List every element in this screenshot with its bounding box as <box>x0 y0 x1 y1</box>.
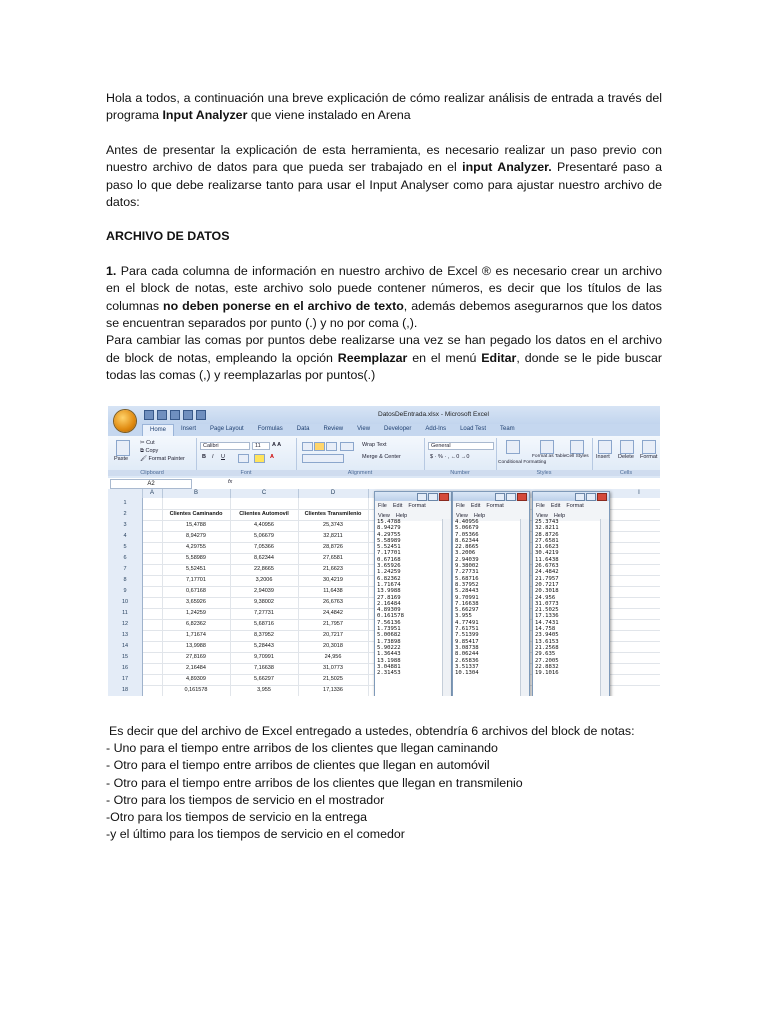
align-middle-icon[interactable] <box>314 442 325 451</box>
notepad-window-2 <box>452 491 530 696</box>
text: , donde se le pide buscar todas las comas (,) y reemplazarlas por puntos(.) <box>106 350 662 383</box>
row-header[interactable]: 10 <box>108 597 143 608</box>
insert-button[interactable]: Insert <box>596 454 610 460</box>
grid-line <box>368 498 369 696</box>
data-cell[interactable]: 28,8726 <box>323 544 343 550</box>
number-format-icons[interactable]: $ · % · , ←0 →0 <box>430 454 470 460</box>
data-cell[interactable]: 0,67168 <box>186 588 206 594</box>
text-line: 8.94279 <box>377 525 401 532</box>
text-line: 27.2005 <box>535 657 559 664</box>
data-cell[interactable]: 9,70991 <box>254 654 274 660</box>
chart-icon[interactable] <box>196 410 206 420</box>
text-line: 7.51399 <box>455 632 479 639</box>
text-line: 3.2006 <box>455 550 476 557</box>
paste-button[interactable]: Paste <box>114 456 129 462</box>
data-cell[interactable]: 21,7957 <box>323 621 343 627</box>
text-line: 7.27731 <box>455 569 479 576</box>
row-header[interactable]: 5 <box>108 542 143 553</box>
data-cell[interactable]: 5,68716 <box>254 621 274 627</box>
text-line: 7.61751 <box>455 626 479 633</box>
column-header[interactable]: I <box>638 490 640 496</box>
summary-lead: Es decir que del archivo de Excel entregado a ustedes, obtendría 6 archivos del block de notas: <box>109 724 635 738</box>
delete-icon[interactable] <box>620 440 634 454</box>
ribbon <box>108 436 660 479</box>
menu-item-format[interactable]: Format <box>408 503 426 509</box>
text-line: 7.05366 <box>455 531 479 538</box>
menu-item-edit[interactable]: Edit <box>392 503 403 509</box>
text-line: 20.3018 <box>535 588 559 595</box>
data-cell[interactable]: 1,71674 <box>186 632 206 638</box>
row-header[interactable]: 4 <box>108 531 143 542</box>
alignment-group <box>296 438 425 476</box>
data-cell[interactable]: 21,6623 <box>323 566 343 572</box>
data-cell[interactable]: 5,28443 <box>254 643 274 649</box>
row-header[interactable]: 6 <box>108 553 143 564</box>
number-group <box>424 438 497 476</box>
data-cell[interactable]: 24,956 <box>324 654 342 660</box>
group-label: Alignment <box>296 470 424 476</box>
text: Hola a todos, a continuación una breve explicación de cómo realizar análisis de entrada a través del programa <box>106 91 662 123</box>
office-button-icon[interactable] <box>114 410 136 432</box>
tab-review[interactable]: Review <box>323 426 344 432</box>
maximize-icon[interactable] <box>586 493 596 501</box>
text-line: 3.955 <box>455 613 472 620</box>
data-cell[interactable]: 8,37952 <box>254 632 274 638</box>
text-line: 17.1336 <box>535 613 559 620</box>
text-line: 31.0773 <box>535 600 559 607</box>
text-line: 2.16484 <box>377 600 401 607</box>
row-header[interactable]: 3 <box>108 520 143 531</box>
number-format-select[interactable]: General <box>428 442 494 450</box>
data-cell[interactable]: 3,65926 <box>186 599 206 605</box>
data-cell[interactable]: 20,3018 <box>323 643 343 649</box>
text-line: 25.3743 <box>535 519 559 525</box>
format-table-button[interactable]: Format as Table <box>532 454 567 459</box>
text-line: 32.8211 <box>535 525 559 532</box>
data-cell[interactable]: 4,40956 <box>254 522 274 528</box>
merge-center-button[interactable]: Merge & Center <box>362 454 401 460</box>
close-icon[interactable] <box>597 493 607 501</box>
text: Para cada columna de información en nuestro archivo de Excel ® es necesario crear un archivo en el block de notas, este archivo solo puede contener números, es decir que los títulos de las columnas <box>106 263 662 313</box>
text-line: 21.5025 <box>535 607 559 614</box>
underline-icon[interactable]: U <box>221 454 225 460</box>
data-cell[interactable]: 3,2006 <box>255 577 273 583</box>
font-size-select[interactable]: 11 <box>252 442 270 450</box>
data-cell[interactable]: 5,52451 <box>186 566 206 572</box>
text-line: 14.7431 <box>535 619 559 626</box>
window-controls <box>495 493 527 501</box>
text-line: 5.06679 <box>455 525 479 532</box>
bold-text: input Analyzer. <box>462 160 552 175</box>
summary-list <box>106 740 666 843</box>
preface-paragraph <box>106 142 662 212</box>
text-line: 4.40956 <box>455 519 479 525</box>
notepad-menu-bar <box>375 501 451 511</box>
text-line: 24.4842 <box>535 569 559 576</box>
menu-item-help[interactable]: Help <box>395 513 408 519</box>
text-line: 5.68716 <box>455 575 479 582</box>
title-bar <box>108 406 660 424</box>
text-line: 5.28443 <box>455 588 479 595</box>
data-cell[interactable]: 20,7217 <box>323 632 343 638</box>
text-line: 9.70991 <box>455 594 479 601</box>
text-line: 2.65836 <box>455 657 479 664</box>
row-header[interactable]: 7 <box>108 564 143 575</box>
window-title: DatosDeEntrada.xlsx - Microsoft Excel <box>378 411 489 418</box>
text-line: 3.65926 <box>377 563 401 570</box>
menu-item-format[interactable]: Format <box>566 503 584 509</box>
text-line: 4.77491 <box>455 619 479 626</box>
cells-group <box>592 438 660 476</box>
text-line: 22.8665 <box>455 544 479 551</box>
format-icon[interactable] <box>642 440 656 454</box>
text: en el menú <box>407 350 482 365</box>
paste-icon[interactable] <box>116 440 130 456</box>
data-cell[interactable]: 15,4788 <box>186 522 206 528</box>
text-line: 7.56136 <box>377 619 401 626</box>
notepad-title-bar[interactable] <box>375 492 451 501</box>
text-line: 5.52451 <box>377 544 401 551</box>
text-line: 9.38002 <box>455 563 479 570</box>
notepad-window-1 <box>374 491 452 696</box>
font-name-select[interactable]: Calibri <box>200 442 250 450</box>
notepad-text-area[interactable] <box>455 519 519 696</box>
maximize-icon[interactable] <box>428 493 438 501</box>
grow-font-icon[interactable]: A A <box>272 442 282 448</box>
fill-color-icon[interactable] <box>254 454 265 463</box>
scrollbar[interactable] <box>442 519 451 696</box>
window-controls <box>417 493 449 501</box>
redo-icon[interactable] <box>170 410 180 420</box>
tab-view[interactable]: View <box>357 426 371 432</box>
italic-icon[interactable]: I <box>212 454 214 460</box>
text-line: 13.1988 <box>377 657 401 664</box>
data-cell[interactable]: 2,94039 <box>254 588 274 594</box>
border-icon[interactable] <box>238 454 249 463</box>
text-line: 24.956 <box>535 594 556 601</box>
text-line: 5.90222 <box>377 644 401 651</box>
maximize-icon[interactable] <box>506 493 516 501</box>
text-line: 5.66297 <box>455 607 479 614</box>
styles-group <box>496 438 593 476</box>
data-cell[interactable]: 7,16638 <box>254 665 274 671</box>
group-label: Styles <box>496 470 592 476</box>
data-cell[interactable]: 26,6763 <box>323 599 343 605</box>
text-line: 4.29755 <box>377 531 401 538</box>
column-header[interactable]: A <box>142 489 163 498</box>
menu-item-view[interactable]: View <box>378 513 390 519</box>
column-header[interactable]: D <box>298 489 369 498</box>
row-header[interactable]: 12 <box>108 619 143 630</box>
notepad-title-bar[interactable] <box>533 492 609 501</box>
text-line: 10.1304 <box>455 670 479 677</box>
copy-button[interactable]: ⧉ Copy <box>140 448 159 454</box>
minimize-icon[interactable] <box>417 493 427 501</box>
menu-item-help[interactable]: Help <box>473 513 486 519</box>
data-cell[interactable]: 22,8665 <box>254 566 274 572</box>
data-cell[interactable]: 32,8211 <box>323 533 343 539</box>
font-color-icon[interactable]: A <box>270 454 274 460</box>
data-cell[interactable]: 8,94279 <box>186 533 206 539</box>
group-label: Number <box>424 470 496 476</box>
text-line: 30.4219 <box>535 550 559 557</box>
format-painter-button[interactable]: 🖌 Format Painter <box>140 456 185 462</box>
data-cell[interactable]: 17,1336 <box>323 687 343 693</box>
tab-formulas[interactable]: Formulas <box>257 426 283 432</box>
bold-text: Reemplazar <box>337 350 408 365</box>
font-group <box>196 438 297 476</box>
menu-item-file[interactable]: File <box>456 503 465 509</box>
list-item: - Otro para el tiempo entre arribos de clientes que llegan en automóvil <box>106 758 490 773</box>
tab-add-ins[interactable]: Add-Ins <box>425 426 447 432</box>
orientation-icon[interactable] <box>340 442 354 451</box>
data-cell[interactable]: 6,82362 <box>186 621 206 627</box>
undo-icon[interactable] <box>157 410 167 420</box>
text-line: 2.31453 <box>377 670 401 677</box>
tab-insert[interactable]: Insert <box>181 426 197 432</box>
menu-item-file[interactable]: File <box>536 503 545 509</box>
text: Para cambiar las comas por puntos debe realizarse una vez se han pegado los datos en el archivo de block de notas, empleando la opción <box>106 333 662 365</box>
text-line: 3.08738 <box>455 644 479 651</box>
close-icon[interactable] <box>439 493 449 501</box>
minimize-icon[interactable] <box>495 493 505 501</box>
list-item: -y el último para los tiempos de servicio en el comedor <box>106 827 405 842</box>
step-one-paragraph <box>106 263 662 333</box>
data-cell[interactable]: 7,17701 <box>186 577 206 583</box>
data-cell[interactable]: 5,66297 <box>254 676 274 682</box>
row-header[interactable]: 1 <box>108 498 143 509</box>
text-line: 4.89309 <box>377 607 401 614</box>
text-line: 9.85417 <box>455 638 479 645</box>
text-line: 3.04881 <box>377 663 401 670</box>
text-line: 1.36443 <box>377 651 401 658</box>
text-line: 8.06244 <box>455 651 479 658</box>
bold-text: Input Analyzer <box>162 108 248 123</box>
notepad-text-area[interactable] <box>377 519 441 696</box>
data-cell[interactable]: 1,24259 <box>186 610 206 616</box>
data-cell[interactable]: 30,4219 <box>323 577 343 583</box>
group-label: Clipboard <box>108 470 196 476</box>
list-item: - Otro para los tiempos de servicio en el mostrador <box>106 792 385 807</box>
data-cell[interactable]: 3,955 <box>257 687 271 693</box>
close-icon[interactable] <box>517 493 527 501</box>
text-line: 0.67168 <box>377 556 401 563</box>
bold-text: Editar <box>481 350 517 365</box>
tab-developer[interactable]: Developer <box>384 426 412 432</box>
text-line: 26.6763 <box>535 563 559 570</box>
data-cell[interactable]: 11,6438 <box>323 588 343 594</box>
data-cell[interactable]: 7,27731 <box>254 610 274 616</box>
text-line: 29.635 <box>535 651 556 658</box>
bold-icon[interactable]: B <box>202 454 206 460</box>
text-line: 1.73898 <box>377 638 401 645</box>
notepad-menu-bar <box>453 501 529 511</box>
intro-paragraph <box>106 90 662 125</box>
row-header[interactable]: 8 <box>108 575 143 586</box>
tab-page-layout[interactable]: Page Layout <box>210 426 244 432</box>
notepad-menu-bar <box>533 501 609 511</box>
copy-label: Copy <box>145 448 159 454</box>
notepad-window-3 <box>532 491 610 696</box>
scrollbar[interactable] <box>520 519 529 696</box>
section-heading: ARCHIVO DE DATOS <box>106 229 230 244</box>
data-cell[interactable]: 0,161578 <box>184 687 208 693</box>
cell-styles-button[interactable]: Cell Styles <box>566 454 589 459</box>
name-box[interactable]: A2 <box>110 479 192 489</box>
window-controls <box>575 493 607 501</box>
grid-icon[interactable] <box>183 410 193 420</box>
row-header[interactable]: 16 <box>108 663 143 674</box>
column-header[interactable]: B <box>162 489 231 498</box>
text-line: 7.16638 <box>455 600 479 607</box>
text-line: 7.17701 <box>377 550 401 557</box>
fx-icon[interactable]: fx <box>228 479 233 485</box>
text-line: 6.82362 <box>377 575 401 582</box>
cell-styles-icon[interactable] <box>570 440 584 454</box>
text-line: 21.2568 <box>535 644 559 651</box>
row-header[interactable]: 2 <box>108 509 143 520</box>
text-line: 22.8832 <box>535 663 559 670</box>
text-line: 8.37952 <box>455 581 479 588</box>
row-header[interactable]: 13 <box>108 630 143 641</box>
tab-data[interactable]: Data <box>296 426 310 432</box>
data-cell[interactable]: 9,38002 <box>254 599 274 605</box>
text: Presentaré paso a paso lo que debe realizarse tanto para usar el Input Analyser como para ajustar nuestro archivo de datos: <box>106 160 663 210</box>
data-cell[interactable]: 27,8169 <box>186 654 206 660</box>
data-cell[interactable]: 4,29755 <box>186 544 206 550</box>
format-button[interactable]: Format <box>640 454 658 460</box>
text-line: 3.51337 <box>455 663 479 670</box>
text: que viene instalado en Arena <box>247 108 411 123</box>
list-item: - Uno para el tiempo entre arribos de los clientes que llegan caminando <box>106 741 498 756</box>
menu-item-edit[interactable]: Edit <box>550 503 561 509</box>
tab-load-test[interactable]: Load Test <box>460 426 486 432</box>
text-line: 27.8169 <box>377 594 401 601</box>
text: Antes de presentar la explicación de esta herramienta, es necesario realizar un paso previo con nuestro archivo de datos para que pueda ser trabajado en el <box>106 142 662 175</box>
text-line: 11.6438 <box>535 556 559 563</box>
format-painter-label: Format Painter <box>148 456 185 462</box>
text-line: 14.758 <box>535 626 556 633</box>
text-line: 21.7957 <box>535 575 559 582</box>
scrollbar[interactable] <box>600 519 609 696</box>
header-cell[interactable]: Clientes Automovil <box>239 511 289 517</box>
data-cell[interactable]: 25,3743 <box>323 522 343 528</box>
bold-text: no deben ponerse en el archivo de texto <box>163 298 404 313</box>
text-line: 27.6581 <box>535 537 559 544</box>
text-line: 1.71674 <box>377 581 401 588</box>
tab-home[interactable]: Home <box>142 424 174 436</box>
text-line: 19.1016 <box>535 670 559 677</box>
document-body <box>106 90 662 402</box>
text-line: 1.24259 <box>377 569 401 576</box>
clipboard-group <box>108 438 197 476</box>
wrap-text-button[interactable]: Wrap Text <box>362 442 387 448</box>
row-header[interactable]: 18 <box>108 685 143 696</box>
data-cell[interactable]: 21,5025 <box>323 676 343 682</box>
data-cell[interactable]: 24,4842 <box>323 610 343 616</box>
delete-button[interactable]: Delete <box>618 454 634 460</box>
menu-item-format[interactable]: Format <box>486 503 504 509</box>
align-bottom-icon[interactable] <box>326 442 337 451</box>
text-line: 20.7217 <box>535 581 559 588</box>
header-cell[interactable]: Clientes Caminando <box>169 511 223 517</box>
text-line: 5.58989 <box>377 537 401 544</box>
ribbon-tabs <box>108 424 660 436</box>
step-number: 1. <box>106 263 117 278</box>
menu-item-view[interactable]: View <box>456 513 468 519</box>
insert-icon[interactable] <box>598 440 612 454</box>
list-item: -Otro para los tiempos de servicio en la entrega <box>106 810 368 825</box>
save-icon[interactable] <box>144 410 154 420</box>
conditional-formatting-icon[interactable] <box>506 440 520 454</box>
text-line: 28.8726 <box>535 531 559 538</box>
menu-item-edit[interactable]: Edit <box>470 503 481 509</box>
minimize-icon[interactable] <box>575 493 585 501</box>
data-cell[interactable]: 31,0773 <box>323 665 343 671</box>
text-line: 13.6153 <box>535 638 559 645</box>
data-cell[interactable]: 2,16484 <box>186 665 206 671</box>
select-all-corner[interactable] <box>108 489 143 498</box>
menu-item-help[interactable]: Help <box>553 513 566 519</box>
align-top-icon[interactable] <box>302 442 313 451</box>
data-cell[interactable]: 27,6581 <box>323 555 343 561</box>
text-line: 8.62344 <box>455 537 479 544</box>
text-line: 13.9988 <box>377 588 401 595</box>
column-header[interactable]: C <box>230 489 299 498</box>
menu-item-view[interactable]: View <box>536 513 548 519</box>
align-buttons-icon[interactable] <box>302 454 344 463</box>
text-line: 21.6623 <box>535 544 559 551</box>
conditional-formatting-button[interactable]: Conditional Formatting <box>498 460 547 465</box>
replace-paragraph <box>106 332 662 384</box>
header-cell[interactable]: Clientes Transmilenio <box>304 511 362 517</box>
notepad-title-bar[interactable] <box>453 492 529 501</box>
data-cell[interactable]: 7,05366 <box>254 544 274 550</box>
cut-button[interactable]: ✂ Cut <box>140 440 155 446</box>
text-line: 0.161578 <box>377 613 404 620</box>
row-header[interactable]: 11 <box>108 608 143 619</box>
row-header[interactable]: 9 <box>108 586 143 597</box>
group-label: Font <box>196 470 296 476</box>
text-line: 2.94039 <box>455 556 479 563</box>
text-line: 1.73951 <box>377 626 401 633</box>
summary-section <box>106 723 666 843</box>
text: , además debemos asegurarnos que los datos se encuentran separados por punto (.) y no por coma (,). <box>106 298 662 331</box>
format-table-icon[interactable] <box>540 440 554 454</box>
menu-item-file[interactable]: File <box>378 503 387 509</box>
notepad-text-area[interactable] <box>535 519 599 696</box>
tab-team[interactable]: Team <box>500 426 515 432</box>
data-cell[interactable]: 8,62344 <box>254 555 274 561</box>
text-line: 15.4788 <box>377 519 401 525</box>
excel-screenshot <box>108 406 660 696</box>
data-cell[interactable]: 13,9988 <box>186 643 206 649</box>
row-header[interactable]: 17 <box>108 674 143 685</box>
data-cell[interactable]: 5,06679 <box>254 533 274 539</box>
list-item: - Otro para el tiempo entre arribos de los clientes que llegan en transmilenio <box>106 775 523 790</box>
text-line: 5.00682 <box>377 632 401 639</box>
row-header[interactable]: 14 <box>108 641 143 652</box>
group-label: Cells <box>592 470 660 476</box>
text-line: 23.9405 <box>535 632 559 639</box>
data-cell[interactable]: 5,58989 <box>186 555 206 561</box>
row-header[interactable]: 15 <box>108 652 143 663</box>
quick-access-toolbar <box>144 410 206 420</box>
cut-label: Cut <box>146 440 155 446</box>
data-cell[interactable]: 4,89309 <box>186 676 206 682</box>
